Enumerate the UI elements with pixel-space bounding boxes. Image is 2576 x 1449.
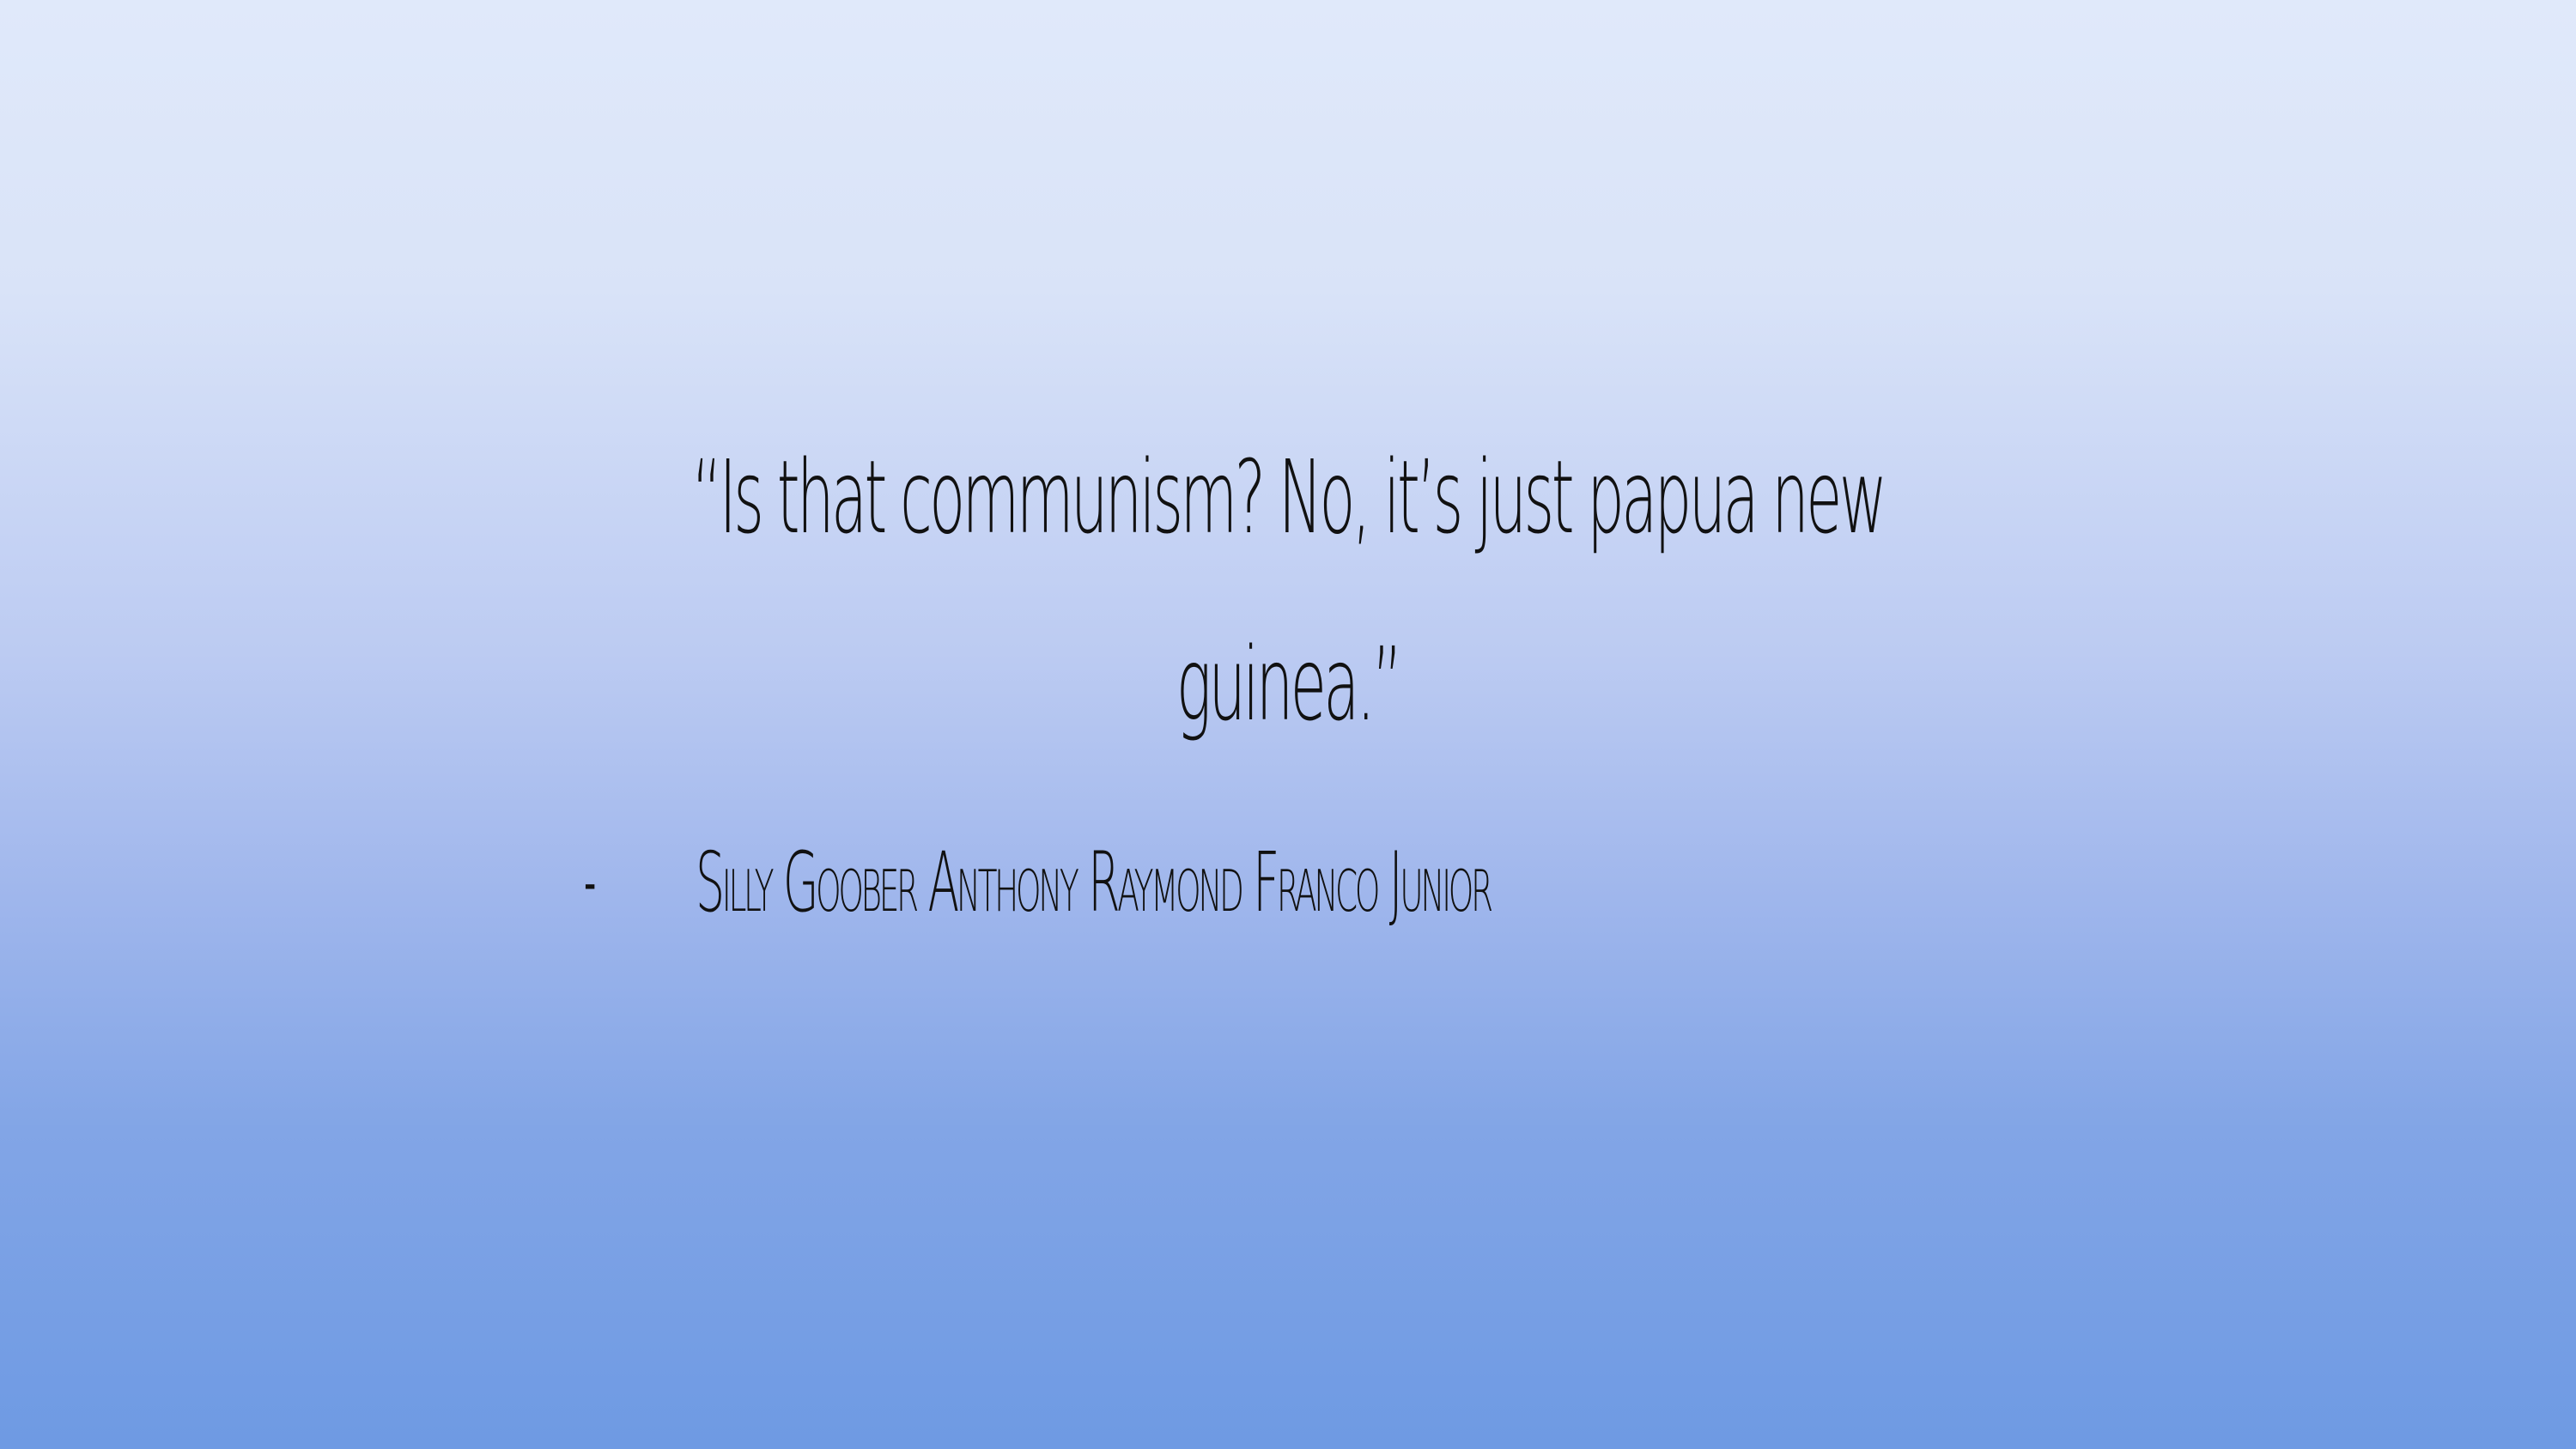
attribution-dash: - <box>584 849 597 916</box>
quote-author: Silly Goober Anthony Raymond Franco Junior <box>696 834 1491 931</box>
quote-text: “Is that communism? No, it’s just papua new guinea.” <box>691 438 1885 743</box>
attribution <box>584 831 2115 934</box>
